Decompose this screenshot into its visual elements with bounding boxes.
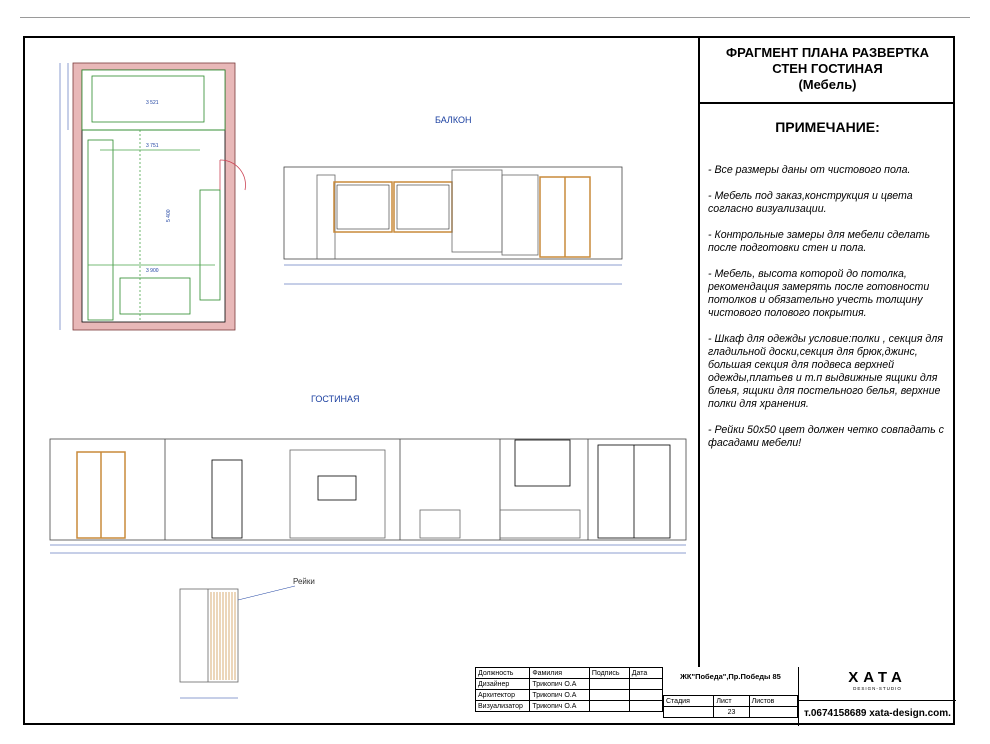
stamp-header: Подпись [589,668,629,679]
stage-header: Стадия [664,696,714,707]
svg-text:3 900: 3 900 [146,268,159,274]
note-item: - Контрольные замеры для мебели сделать после подготовки стен и пола. [708,229,931,254]
sheet-title: ФРАГМЕНТ ПЛАНА РАЗВЕРТКА СТЕН ГОСТИНАЯ (Мебель) [726,45,929,92]
project-address: ЖК"Победа",Пр.Победы 85 [680,672,781,681]
living-room-label: ГОСТИНАЯ [311,394,360,404]
svg-text:5 400: 5 400 [166,209,172,222]
stamp-name: Трикопич О.А [530,690,590,701]
note-item: - Все размеры даны от чистового пола. [708,164,911,176]
stamp-header: Должность [476,668,530,679]
rail-detail [180,586,295,698]
stamp-signature [589,679,629,690]
note-item: - Шкаф для одежды условие:полки , секция для гладильной доски,секция для брюк,джинс, большая секция для подвеса верхней одежды,платьев и т.п выдвижные ящики для блеья, ящики для постельного белья, верхние полки для хранения. [708,333,943,410]
living-room-elevation [50,439,686,553]
stamp-date [629,679,662,690]
sheet-number: 23 [714,707,749,718]
stamp-role: Архитектор [476,690,530,701]
note-item: - Рейки 50х50 цвет должен четко совпадать с фасадами мебели! [708,424,944,449]
stamp-name: Трикопич О.А [530,679,590,690]
stage-header: Листов [749,696,797,707]
studio-logo [798,667,956,700]
title-block-stamp [475,667,955,725]
stamp-role: Дизайнер [476,679,530,690]
contact-info: т.0674158689 xata-design.com. [798,700,956,726]
rails-label: Рейки [293,577,315,586]
stamp-staff-table [475,667,663,712]
stamp-name: Трикопич О.А [530,701,590,712]
stamp-signature [589,690,629,701]
sheets-total [749,707,797,718]
stage-header: Лист [714,696,749,707]
notes-panel [698,36,955,667]
logo-subtext: DESIGN-STUDIO [853,686,902,691]
stamp-role: Визуализатор [476,701,530,712]
svg-text:3 521: 3 521 [146,100,159,106]
note-item: - Мебель, высота которой до потолка, рекомендация замерять после готовности потолков и обязательно учесть толщину чистового полового покрытия. [708,268,930,319]
stamp-header: Дата [629,668,662,679]
stamp-stage-table [663,695,798,718]
notes-heading: ПРИМЕЧАНИЕ: [775,119,880,135]
stamp-header: Фамилия [530,668,590,679]
stamp-date [629,701,662,712]
balcony-elevation [284,167,622,284]
floor-plan [60,63,246,330]
logo-text: XATA [848,669,907,686]
stamp-signature [589,701,629,712]
notes-list [708,164,948,463]
title-box [700,36,955,104]
stage-value [664,707,714,718]
note-item: - Мебель под заказ,конструкция и цвета согласно визуализации. [708,190,913,215]
svg-text:3 751: 3 751 [146,143,159,149]
stamp-date [629,690,662,701]
balcony-label: БАЛКОН [435,115,472,125]
